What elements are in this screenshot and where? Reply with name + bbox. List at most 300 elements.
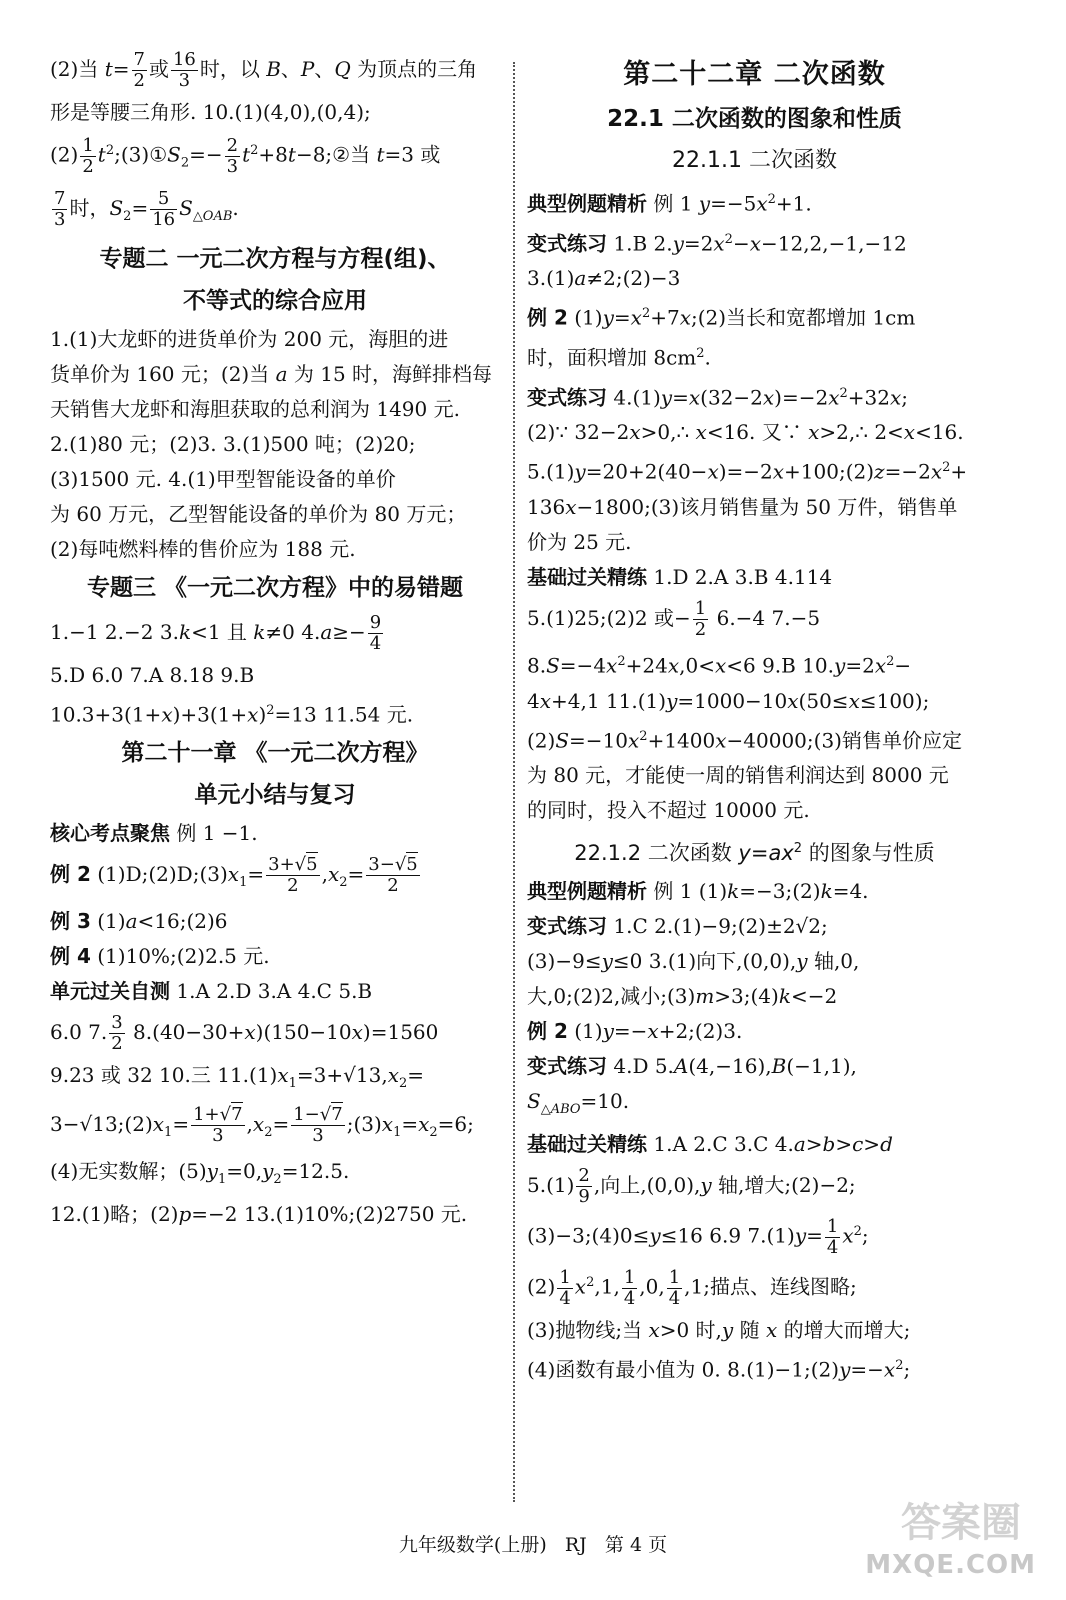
superscript: 2 (250, 143, 259, 158)
text-run: +100;(2) (784, 459, 875, 484)
superscript: 2 (793, 841, 803, 857)
math-variable: S (527, 1089, 541, 1114)
section-heading: 专题三 《一元二次方程》中的易错题 (86, 574, 463, 601)
subscript: 1 (239, 875, 248, 891)
answer-line (527, 599, 982, 640)
text-run: 6.−4 7.−5 (710, 605, 821, 630)
page-footer: 九年级数学(上册) RJ 第 4 页 (398, 1534, 668, 1556)
math-variable: t (242, 142, 251, 167)
answer-line (527, 186, 982, 218)
text-run: =−3;(2) (739, 879, 821, 904)
fraction-numerator: 1+√7 (193, 1104, 243, 1126)
fraction-denominator: 2 (133, 70, 145, 91)
answer-line (50, 613, 500, 654)
math-variable: y (660, 385, 673, 410)
math-variable: x (630, 305, 642, 330)
answer-line (50, 697, 500, 729)
math-variable: y (666, 688, 678, 713)
fraction-numerator: 9 (369, 611, 382, 633)
superscript: 2 (641, 306, 651, 322)
math-variable: x (539, 688, 552, 713)
answer-line (527, 454, 982, 486)
fraction-denominator: 4 (623, 1287, 636, 1309)
text-run: (2)当 (50, 57, 105, 81)
text-run: ; (903, 1357, 911, 1382)
text-run: 为 80 元，才能使一周的销售利润达到 8000 元 (527, 763, 949, 788)
text-run: + (950, 459, 968, 484)
answer-line (50, 820, 500, 847)
text-run: (2)∵ 32−2 (527, 420, 630, 445)
text-run: ≤100); (859, 688, 930, 713)
superscript: 2 (586, 1274, 595, 1290)
text-run: =−2 13.(1)10%;(2)2750 元. (191, 1202, 468, 1227)
math-variable: x (648, 1317, 660, 1342)
math-variable: k (727, 879, 740, 904)
answer-line (527, 226, 982, 258)
fraction-numerator: 7 (133, 49, 145, 70)
text-run: (4)无实数解；(5) (50, 1159, 207, 1184)
answer-line (527, 948, 982, 975)
math-variable: b (822, 1132, 836, 1157)
text-run: 3.(1) (527, 266, 575, 291)
fraction (171, 50, 198, 91)
answer-line (527, 1018, 982, 1045)
text-run: 价为 25 元. (527, 529, 632, 554)
text-run: 8. (527, 653, 547, 678)
superscript: 2 (767, 192, 776, 207)
text-run: 22.1.2 二次函数 (574, 841, 739, 866)
text-run: = (131, 195, 149, 220)
text-run: =− (613, 1019, 648, 1044)
fraction-denominator: 16 (152, 208, 176, 230)
section-label: 变式练习 (527, 914, 607, 939)
text-run: = (750, 841, 769, 866)
math-variable: x (574, 1274, 587, 1299)
text-run: <16;(2)6 (137, 909, 228, 934)
text-run: =3+√13, (296, 1063, 388, 1088)
section-heading: 单元小结与复习 (194, 782, 356, 809)
fraction-denominator: 2 (287, 875, 299, 897)
text-run: −40000;(3)销售单价应定 (726, 728, 962, 753)
math-variable: S (167, 142, 181, 167)
text-run: +1400 (647, 728, 716, 753)
text-run: 轴,0, (807, 949, 860, 974)
text-run: ;(3) (346, 1112, 382, 1137)
answer-line (527, 1088, 982, 1123)
math-variable: a (275, 361, 288, 386)
section-label: 例 4 (50, 944, 91, 969)
text-run: =−10 (569, 728, 629, 753)
answer-line (50, 855, 500, 900)
answer-line (50, 943, 500, 970)
math-variable: a (574, 266, 587, 291)
watermark-logo: 答案圈 (901, 1500, 1021, 1546)
subscript: 2 (339, 875, 348, 891)
text-run: ,0< (679, 653, 715, 678)
text-run: +7 (650, 305, 680, 330)
text-run: )=−2 (718, 459, 773, 484)
text-run: +4,1 11.(1) (551, 688, 667, 713)
answer-line (527, 529, 982, 556)
math-variable: x (381, 1112, 394, 1137)
answer-line (527, 913, 982, 940)
subscript: 1 (217, 1172, 227, 1188)
answer-line (527, 797, 982, 824)
subscript: 2 (264, 1125, 273, 1141)
fraction-numerator: 1 (82, 134, 94, 156)
text-run: (2) (50, 142, 79, 167)
section-label: 核心考点聚焦 (50, 821, 170, 846)
fraction-numerator: 3−√5 (368, 854, 418, 876)
text-run: =4. (832, 879, 869, 904)
section-heading (527, 832, 982, 870)
superscript: 2 (696, 345, 705, 361)
answer-line (50, 908, 500, 935)
section-label: 单元过关自测 (50, 979, 170, 1004)
text-run: ≤16 6.9 7.(1) (660, 1223, 795, 1248)
section-label: 变式练习 (527, 385, 607, 410)
text-run: = (247, 862, 265, 887)
subscript: 2 (273, 1172, 282, 1188)
text-run: +24 (625, 653, 668, 678)
section-label: 例 2 (527, 1019, 568, 1044)
section-heading: 22.1.1 二次函数 (672, 148, 837, 173)
math-variable: x (252, 1112, 265, 1137)
text-run: = (347, 862, 365, 887)
text-run: (1) (567, 1019, 603, 1044)
section-label: 例 3 (50, 909, 91, 934)
superscript: 2 (105, 143, 115, 158)
section-label: 基础过关精练 (527, 1132, 647, 1157)
superscript: 2 (266, 702, 275, 718)
math-variable: y (601, 949, 613, 974)
math-variable: m (695, 984, 715, 1009)
text-run: >2,∴ 2< (819, 420, 904, 445)
fraction-denominator: 4 (369, 632, 382, 654)
answer-line (50, 326, 500, 353)
text-run: 货单价为 160 元；(2)当 (50, 361, 276, 386)
subscript: 2 (429, 1125, 438, 1141)
fraction (132, 50, 147, 91)
text-run: 4 (527, 688, 540, 713)
superscript: 2 (839, 385, 848, 401)
math-variable: Q (334, 57, 351, 81)
text-run: 的图象与性质 (802, 841, 935, 866)
math-variable: k (820, 879, 833, 904)
math-variable: x (707, 459, 719, 484)
math-variable: y (700, 1173, 712, 1198)
text-run: =− (189, 142, 223, 167)
text-run: <−2 (790, 984, 838, 1009)
fraction (825, 1217, 840, 1258)
math-variable: P (300, 57, 315, 81)
answer-line (527, 1053, 982, 1080)
fraction (191, 1105, 244, 1146)
text-run: (2) (527, 728, 556, 753)
text-run: <6 9.B 10. (726, 653, 835, 678)
text-run: 为 60 万元，乙型智能设备的单价为 80 万元； (50, 501, 467, 526)
math-variable: ax (768, 841, 794, 866)
math-variable: y (262, 1159, 274, 1184)
answer-line (527, 1131, 982, 1158)
answer-line (50, 50, 500, 91)
text-run: 轴,增大;(2)−2; (711, 1173, 856, 1198)
text-run: ; (861, 1223, 869, 1248)
math-variable: x (227, 862, 240, 887)
text-run: 10.3+3(1+ (50, 702, 162, 727)
math-variable: z (874, 459, 885, 484)
subscript: 2 (123, 208, 132, 224)
text-run: 例 1 (647, 191, 699, 216)
answer-line (50, 466, 500, 493)
section-heading: 不等式的综合应用 (183, 287, 367, 314)
text-run: > (835, 1132, 853, 1157)
text-run: ,1;描点、连线图略; (684, 1274, 857, 1299)
text-run: − (894, 653, 912, 678)
text-run: )=1560 (362, 1020, 439, 1045)
fraction-numerator: 7 (54, 187, 66, 209)
section-heading: 专题二 一元二次方程与方程(组)、 (99, 245, 451, 272)
text-run: 为 15 时，海鲜排档每 (287, 361, 493, 386)
superscript: 2 (895, 1357, 904, 1373)
math-variable: S (555, 728, 570, 753)
text-run: 136 (527, 494, 566, 519)
fraction-numerator: 16 (172, 49, 196, 70)
text-run: +8 (258, 142, 288, 167)
text-run: 8.(40−30+ (126, 1020, 245, 1045)
text-run: 6.0 7. (50, 1020, 108, 1045)
math-variable: y (796, 949, 808, 974)
math-variable: x (247, 702, 259, 727)
math-variable: x (808, 420, 820, 445)
math-variable: y (602, 305, 614, 330)
text-run: 为顶点的三角 (350, 57, 478, 81)
math-variable: x (695, 420, 707, 445)
text-run: ≠2;(2)−3 (586, 266, 681, 291)
fraction-numerator: 2 (578, 1165, 590, 1187)
text-run: >0,∴ (640, 420, 696, 445)
column-divider (513, 62, 515, 1502)
math-variable: x (903, 420, 916, 445)
text-run: >3;(4) (714, 984, 779, 1009)
math-variable: x (418, 1112, 430, 1137)
fraction-denominator: 3 (212, 1125, 224, 1147)
text-run: 5.D 6.0 7.A 8.18 9.B (50, 662, 255, 687)
fraction (266, 855, 319, 896)
section-label: 变式练习 (527, 1054, 607, 1079)
math-variable: y (721, 1317, 734, 1342)
answer-line (527, 380, 982, 412)
fraction-denominator: 3 (178, 70, 191, 91)
text-run: 时，面积增加 8cm (527, 345, 697, 370)
text-run: ,向上,(0,0), (593, 1173, 701, 1198)
text-run: (2)每吨燃料棒的售价应为 188 元. (50, 536, 356, 561)
math-variable: x (756, 191, 768, 216)
section-label: 变式练习 (527, 231, 607, 256)
text-run: 、 (314, 57, 335, 81)
text-run: =−4 (559, 653, 607, 678)
text-run: <16. 又∵ (706, 420, 809, 445)
fraction-denominator: 2 (111, 1033, 123, 1055)
text-run: =10. (580, 1089, 630, 1114)
fraction-numerator: 1 (668, 1266, 681, 1288)
math-variable: x (161, 702, 173, 727)
answer-line (527, 878, 982, 905)
answer-line (527, 340, 982, 372)
text-run: 的增大而增大; (777, 1317, 911, 1342)
fraction-denominator: 9 (578, 1186, 590, 1208)
text-run: ;(3)① (114, 142, 168, 167)
math-variable: x (874, 653, 887, 678)
answer-line (50, 431, 500, 458)
superscript: 2 (942, 460, 951, 476)
math-variable: x (715, 728, 727, 753)
math-variable: x (629, 420, 641, 445)
text-run: 9.23 或 32 10.三 11.(1) (50, 1063, 278, 1088)
text-run: (3)−9≤ (527, 949, 602, 974)
text-run: 2.(1)80 元；(2)3. 3.(1)500 吨；(2)20; (50, 431, 416, 456)
fraction-numerator: 5 (150, 189, 177, 210)
section-label: 例 2 (50, 862, 91, 887)
fraction-denominator: 3 (312, 1125, 324, 1147)
fraction-numerator: 1−√7 (293, 1104, 343, 1126)
text-run: 的同时，投入不超过 10000 元. (527, 798, 810, 823)
text-run: ;(2)当长和宽都增加 1cm (690, 305, 916, 330)
text-run: −12,2,−1,−12 (760, 231, 907, 256)
math-variable: y (794, 1223, 807, 1248)
math-variable: t (287, 142, 296, 167)
answer-line (50, 536, 500, 563)
text-run: 例 1 −1. (170, 821, 258, 846)
text-run: =20+2(40− (585, 459, 708, 484)
answer-line (50, 978, 500, 1005)
text-run: ) (258, 702, 267, 727)
text-run: 3−√13;(2) (50, 1112, 153, 1137)
math-variable: x (889, 385, 902, 410)
math-variable: y (834, 653, 846, 678)
text-run: > (863, 1132, 881, 1157)
fraction-denominator: 2 (387, 875, 399, 897)
math-variable: y (672, 231, 684, 256)
text-run: . (232, 195, 239, 220)
text-run: = (672, 385, 689, 410)
text-run: <1 且 (191, 619, 254, 644)
text-run: (1) (90, 909, 126, 934)
fraction-numerator: 1 (694, 597, 707, 619)
text-run: )=−2 (774, 385, 829, 410)
text-run: +32 (847, 385, 890, 410)
fraction-denominator: 4 (826, 1236, 839, 1258)
text-run: 天销售大龙虾和海胆获取的总利润为 1490 元. (50, 396, 460, 421)
text-run: = (272, 1112, 290, 1137)
text-run: 例 1 (1) (647, 879, 728, 904)
text-run: =2 (683, 231, 714, 256)
text-run: 1.−1 2.−2 3. (50, 619, 179, 644)
text-run: ≥− (332, 619, 366, 644)
answer-line (527, 648, 982, 680)
answer-line (527, 1352, 982, 1384)
text-run: )+3(1+ (172, 702, 248, 727)
fraction (225, 136, 240, 177)
math-variable: y (649, 1223, 661, 1248)
text-run: −1800;(3)该月销售量为 50 万件，销售单 (576, 494, 958, 519)
math-variable: x (244, 1020, 256, 1045)
answer-line (50, 501, 500, 528)
text-run: (50≤ (798, 688, 849, 713)
math-variable: k (778, 984, 791, 1009)
math-variable: x (327, 862, 340, 887)
text-run: (32−2 (700, 385, 763, 410)
answer-line (50, 134, 500, 181)
answer-line (527, 419, 982, 446)
section-heading: 22.1 二次函数的图象和性质 (607, 106, 902, 132)
right-column (527, 50, 982, 1391)
math-variable: y (574, 459, 586, 484)
fraction-numerator: 3+√5 (268, 854, 318, 876)
math-variable: x (762, 385, 775, 410)
answer-line (50, 99, 500, 126)
answer-line (50, 1062, 500, 1097)
subscript: 1 (164, 1125, 173, 1141)
math-variable: S (546, 653, 560, 678)
text-run: =0, (226, 1159, 263, 1184)
text-run: 5.(1) (527, 459, 575, 484)
answer-line (527, 1166, 982, 1207)
math-variable: x (713, 231, 725, 256)
section-label: 基础过关精练 (527, 564, 647, 589)
text-run: 1.B 2. (607, 231, 673, 256)
text-run: . (704, 345, 711, 370)
section-label: 例 2 (527, 305, 568, 330)
section-heading: 第二十一章 《一元二次方程》 (121, 740, 429, 767)
fraction (150, 189, 177, 230)
text-run: 1.D 2.A 3.B 4.114 (647, 564, 833, 589)
text-run: =6; (437, 1112, 474, 1137)
answer-line (527, 762, 982, 789)
text-run: = (806, 1223, 823, 1248)
fraction (693, 599, 708, 640)
math-variable: x (749, 231, 761, 256)
text-run: >0 时, (659, 1317, 722, 1342)
math-variable: x (628, 728, 640, 753)
fraction-denominator: 3 (226, 155, 239, 177)
math-variable: x (351, 1020, 363, 1045)
fraction (576, 1166, 591, 1207)
text-run: =12.5. (281, 1159, 350, 1184)
math-variable: t (104, 57, 113, 81)
fraction (667, 1268, 682, 1309)
text-run: =−5 (710, 191, 757, 216)
text-run: = (172, 1112, 190, 1137)
fraction (622, 1268, 637, 1309)
fraction (80, 136, 95, 177)
math-variable: S (109, 195, 124, 220)
text-run: ; (901, 385, 909, 410)
text-run: 1.C 2.(1)−9;(2)±2√2; (607, 914, 828, 939)
text-run: 或 (148, 57, 169, 81)
text-run: = (613, 305, 631, 330)
fraction-denominator: 2 (694, 618, 707, 640)
math-variable: y (698, 191, 711, 216)
superscript: 2 (617, 653, 626, 669)
fraction (366, 855, 419, 896)
math-variable: x (842, 1223, 854, 1248)
math-variable: x (787, 688, 799, 713)
text-run: (4,−16), (688, 1054, 772, 1079)
watermark-site: MXQE.COM (865, 1550, 1036, 1580)
math-variable: k (178, 619, 192, 644)
fraction (52, 189, 67, 230)
